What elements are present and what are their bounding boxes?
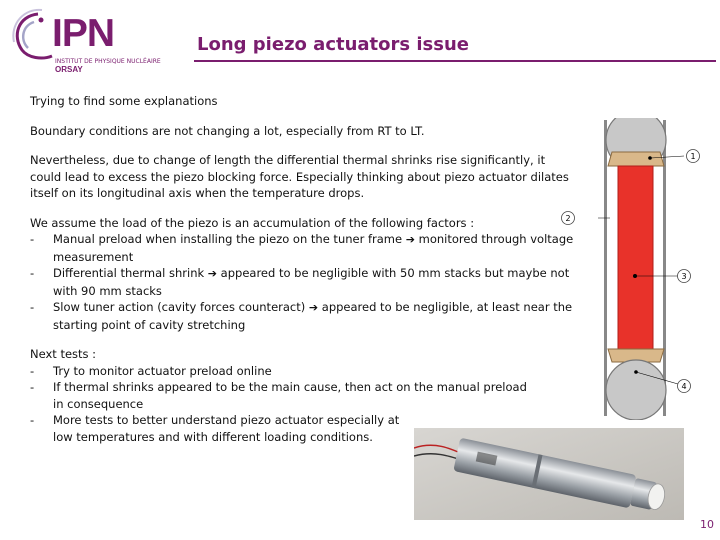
bullet-dash: -: [30, 266, 35, 280]
list-item: [30, 412, 400, 445]
logo-subtitle: INSTITUT DE PHYSIQUE NUCLÉAIRE: [55, 58, 161, 65]
slide-title: Long piezo actuators issue: [197, 34, 470, 55]
piezo-stack: [618, 166, 653, 349]
list-item: [30, 379, 535, 412]
list-item: [30, 265, 575, 299]
callout-2: [560, 210, 576, 226]
list-item-text: If thermal shrinks appeared to be the main cause, then act on the manual preload in consequence: [53, 380, 527, 411]
bullet-dash: -: [30, 413, 35, 427]
bullet-dash: -: [30, 380, 35, 394]
list-item-text: Slow tuner action (cavity forces counteract) ➔ appeared to be negligible, at least near the starting point of cavity stretching: [53, 300, 573, 332]
arrow-icon: ➔: [207, 267, 218, 280]
svg-text:1: 1: [690, 152, 696, 161]
list-item: [30, 231, 575, 265]
svg-text:2: 2: [565, 214, 571, 223]
bullet-dash: -: [30, 363, 35, 378]
list-item-text: Manual preload when installing the piezo on the tuner frame ➔ monitored through voltage measurement: [53, 232, 574, 264]
svg-text:4: 4: [681, 382, 687, 391]
list-item-text: More tests to better understand piezo actuator especially at low temperatures and with different loading conditions.: [53, 413, 400, 444]
logo-swirl-icon: [8, 6, 56, 76]
list-item: [30, 299, 575, 333]
boundary-text: Boundary conditions are not changing a lot, especially from RT to LT.: [30, 123, 425, 138]
nevertheless-text: Nevertheless, due to change of length the differential thermal shrinks rise significantly, it could lead to excess the piezo blocking force. Especially thinking about piezo actuator dilates itself on its longitudinal axis when the temperature drops.: [30, 153, 569, 200]
arrow-icon: ➔: [308, 301, 319, 314]
callout-4: [678, 380, 691, 393]
logo-text: IPN: [52, 12, 115, 55]
title-divider: [194, 60, 716, 62]
next-tests-title: Next tests :: [30, 347, 97, 361]
arrow-icon: ➔: [405, 233, 415, 246]
svg-text:3: 3: [681, 272, 687, 281]
bullet-dash: -: [30, 232, 35, 246]
callout-3: [678, 270, 691, 283]
list-item: [30, 363, 535, 380]
list-item-text: Try to monitor actuator preload online: [53, 363, 272, 378]
lower-ball: [606, 360, 666, 420]
piezo-actuator-photo: [414, 428, 684, 520]
logo-city: ORSAY: [55, 65, 83, 74]
callout-1: [687, 150, 700, 163]
page-number: 10: [700, 518, 714, 531]
piezo-actuator-diagram: [598, 118, 706, 420]
bullet-dash: -: [30, 300, 35, 314]
assume-text: We assume the load of the piezo is an accumulation of the following factors :: [30, 215, 475, 230]
upper-cap: [608, 152, 664, 166]
slide-body: [30, 93, 575, 445]
ipn-logo: [8, 6, 161, 76]
intro-text: Trying to find some explanations: [30, 94, 218, 108]
list-item-text: Differential thermal shrink ➔ appeared to be negligible with 50 mm stacks but maybe not with 90 mm stacks: [53, 266, 570, 298]
